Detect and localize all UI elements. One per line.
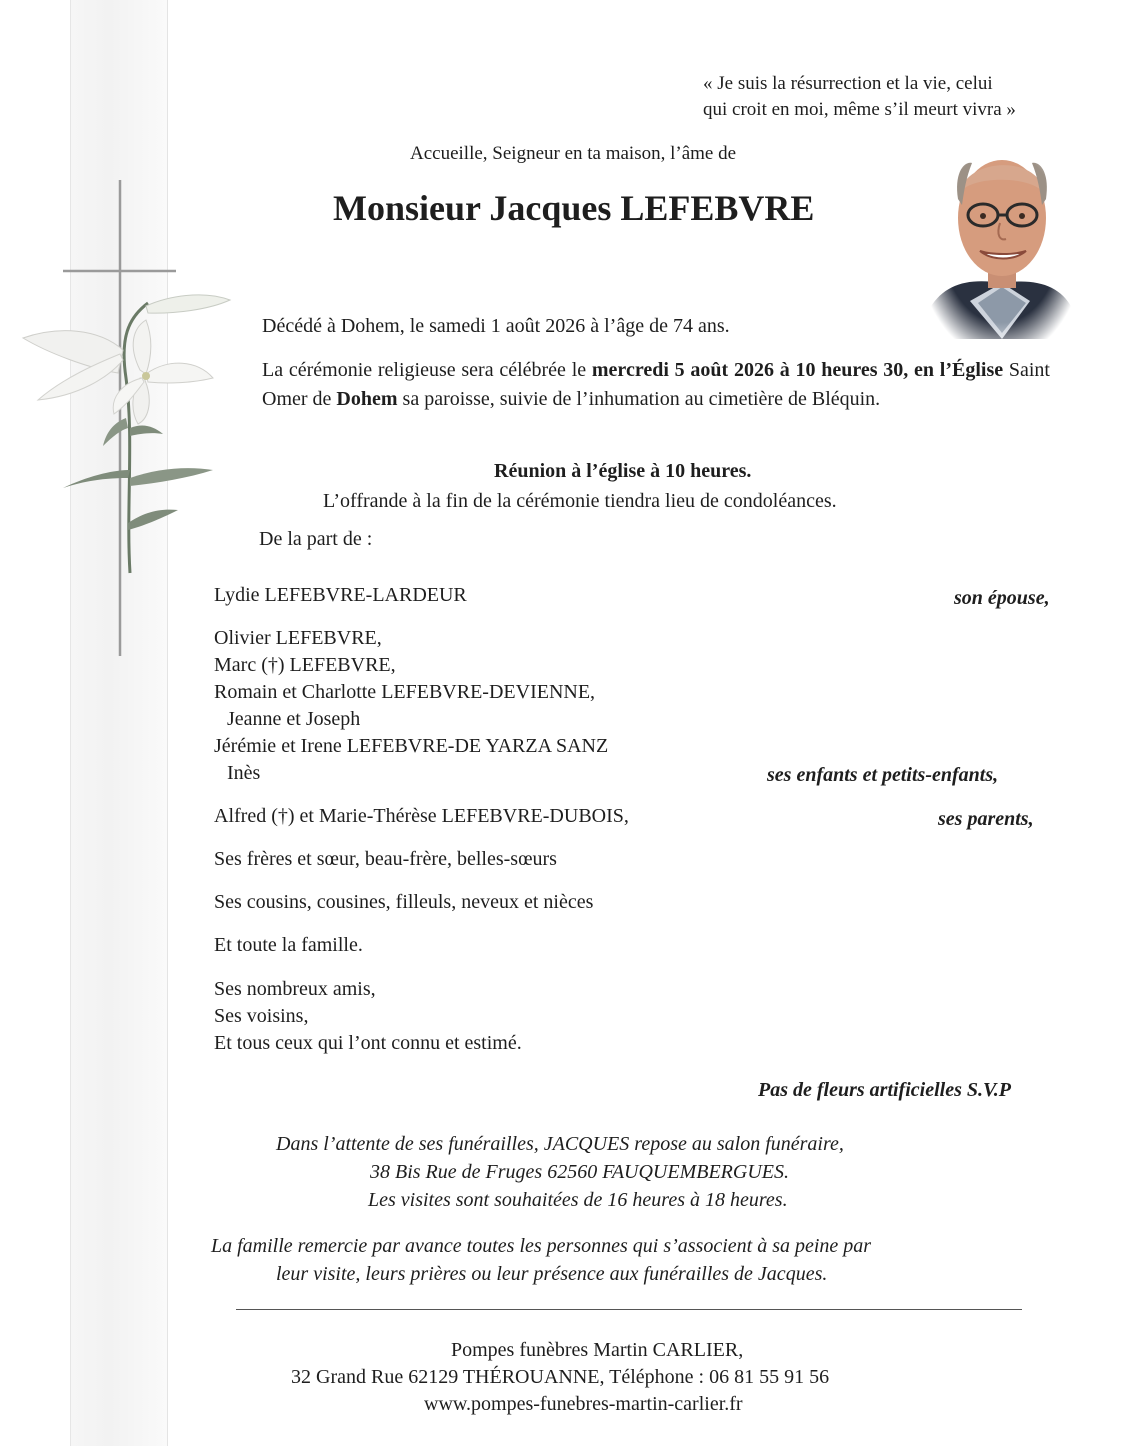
rest-line-1: Dans l’attente de ses funérailles, JACQUES repose au salon funéraire, xyxy=(276,1133,844,1155)
meeting-text: Réunion à l’église à 10 heures. xyxy=(494,460,752,482)
child-3: Romain et Charlotte LEFEBVRE-DEVIENNE, xyxy=(214,681,596,703)
portrait-photo xyxy=(930,133,1072,339)
footer-divider xyxy=(236,1309,1022,1310)
rest-line-2: 38 Bis Rue de Fruges 62560 FAUQUEMBERGUES. xyxy=(370,1161,790,1183)
spouse-role: son épouse, xyxy=(954,587,1050,609)
friends-text: Ses nombreux amis, xyxy=(214,978,376,1000)
thanks-line-1: La famille remercie par avance toutes les personnes qui s’associent à sa peine par xyxy=(211,1235,872,1257)
child-1: Olivier LEFEBVRE, xyxy=(214,627,382,649)
spouse-name: Lydie LEFEBVRE-LARDEUR xyxy=(214,584,467,606)
grandchildren-2: Inès xyxy=(227,762,261,784)
from-label: De la part de : xyxy=(259,528,373,550)
quote-line-1: « Je suis la résurrection et la vie, celui xyxy=(703,73,993,94)
deceased-info: Décédé à Dohem, le samedi 1 août 2026 à l’âge de 74 ans. xyxy=(262,315,730,337)
funeral-home-address: 32 Grand Rue 62129 THÉROUANNE, Téléphone : 06 81 55 91 56 xyxy=(291,1366,830,1388)
neighbours-text: Ses voisins, xyxy=(214,1005,309,1027)
child-2: Marc (†) LEFEBVRE, xyxy=(214,654,396,676)
quote-line-2: qui croit en moi, même s’il meurt vivra » xyxy=(703,99,1016,120)
parents-names: Alfred (†) et Marie-Thérèse LEFEBVRE-DUBOIS, xyxy=(214,805,629,827)
siblings-text: Ses frères et sœur, beau-frère, belles-sœurs xyxy=(214,848,557,870)
others-text: Et tous ceux qui l’ont connu et estimé. xyxy=(214,1032,522,1054)
ceremony-text-3: sa paroisse, suivie de l’inhumation au cimetière de Bléquin. xyxy=(397,388,881,410)
children-role: ses enfants et petits-enfants, xyxy=(767,764,999,786)
ceremony-place: en l’Église xyxy=(914,359,1004,381)
rest-line-3: Les visites sont souhaitées de 16 heures à 18 heures. xyxy=(368,1189,788,1211)
lily-cross-illustration xyxy=(18,178,238,658)
ceremony-town: Dohem xyxy=(336,388,398,410)
cousins-text: Ses cousins, cousines, filleuls, neveux et nièces xyxy=(214,891,594,913)
child-4: Jérémie et Irene LEFEBVRE-DE YARZA SANZ xyxy=(214,735,609,757)
parents-role: ses parents, xyxy=(938,808,1034,830)
ceremony-text-1: La cérémonie religieuse sera célébrée le xyxy=(262,359,592,381)
no-flowers-notice: Pas de fleurs artificielles S.V.P xyxy=(758,1079,1011,1101)
ceremony-date: mercredi 5 août 2026 à 10 heures 30, xyxy=(591,359,909,381)
offering-text: L’offrande à la fin de la cérémonie tiendra lieu de condoléances. xyxy=(323,490,837,512)
deceased-name: Monsieur Jacques LEFEBVRE xyxy=(333,188,815,228)
ceremony-text-2: Saint Omer de xyxy=(262,359,1050,410)
funeral-home-website[interactable]: www.pompes-funebres-martin-carlier.fr xyxy=(424,1393,743,1415)
all-family-text: Et toute la famille. xyxy=(214,934,363,956)
intro-text: Accueille, Seigneur en ta maison, l’âme de xyxy=(410,143,737,164)
thanks-line-2: leur visite, leurs prières ou leur présence aux funérailles de Jacques. xyxy=(276,1263,828,1285)
funeral-home-name: Pompes funèbres Martin CARLIER, xyxy=(451,1339,744,1361)
ceremony-paragraph xyxy=(262,356,1050,414)
grandchildren-1: Jeanne et Joseph xyxy=(227,708,361,730)
